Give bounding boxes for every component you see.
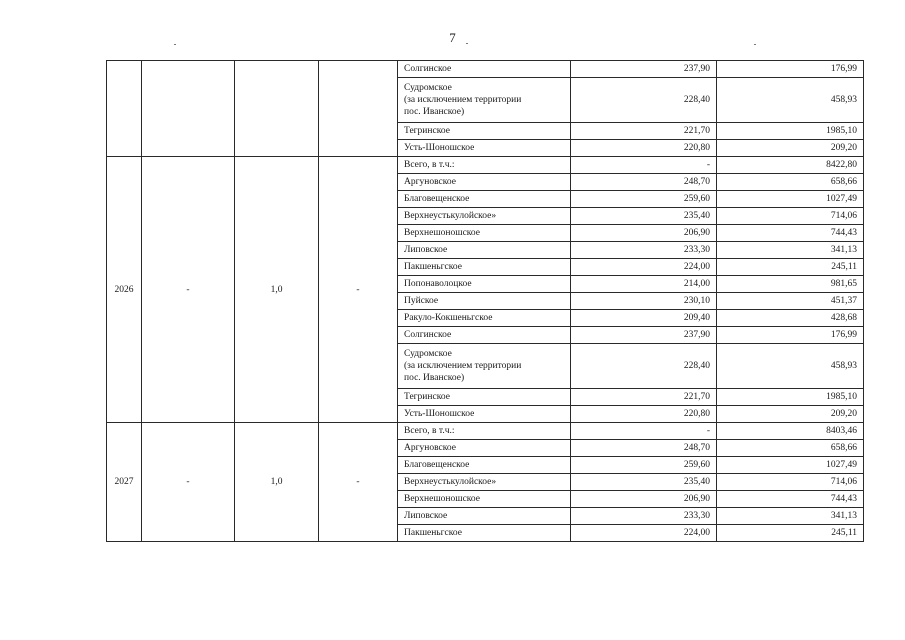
- col-a-cell: [142, 61, 235, 157]
- col-b-cell: [235, 61, 319, 157]
- value-1-cell: 224,00: [571, 525, 717, 542]
- page-number: 7: [449, 30, 456, 45]
- value-2-cell: 209,20: [717, 140, 864, 157]
- value-1-cell: 237,90: [571, 61, 717, 78]
- value-1-cell: 221,70: [571, 389, 717, 406]
- table-row: [107, 157, 864, 174]
- value-2-cell: 1985,10: [717, 389, 864, 406]
- value-2-cell: 714,06: [717, 474, 864, 491]
- table-row: [107, 61, 864, 78]
- settlement-name-cell: Пакшеньгское: [398, 525, 571, 542]
- settlement-name-cell: Тегринское: [398, 389, 571, 406]
- value-2-cell: 981,65: [717, 276, 864, 293]
- value-1-cell: 228,40: [571, 344, 717, 389]
- value-2-cell: 714,06: [717, 208, 864, 225]
- col-b-cell: 1,0: [235, 423, 319, 542]
- value-2-cell: 458,93: [717, 344, 864, 389]
- settlement-name-cell: Тегринское: [398, 123, 571, 140]
- settlement-name-cell: Пакшеньгское: [398, 259, 571, 276]
- value-1-cell: 235,40: [571, 474, 717, 491]
- settlement-name-cell: Аргуновское: [398, 174, 571, 191]
- value-1-cell: 235,40: [571, 208, 717, 225]
- value-1-cell: 214,00: [571, 276, 717, 293]
- value-1-cell: 224,00: [571, 259, 717, 276]
- settlement-name-cell: Благовещенское: [398, 457, 571, 474]
- value-1-cell: 221,70: [571, 123, 717, 140]
- value-1-cell: 206,90: [571, 225, 717, 242]
- value-2-cell: 1027,49: [717, 457, 864, 474]
- value-1-cell: 228,40: [571, 78, 717, 123]
- value-2-cell: 1027,49: [717, 191, 864, 208]
- value-2-cell: 451,37: [717, 293, 864, 310]
- col-a-cell: -: [142, 157, 235, 423]
- value-1-cell: 233,30: [571, 242, 717, 259]
- value-2-cell: 8403,46: [717, 423, 864, 440]
- settlement-name-cell: Судромское (за исключением территории пос. Иванское): [398, 78, 571, 123]
- settlement-name-cell: Всего, в т.ч.:: [398, 423, 571, 440]
- value-1-cell: 248,70: [571, 174, 717, 191]
- settlement-name-cell: Верхнешоношское: [398, 225, 571, 242]
- value-1-cell: 220,80: [571, 140, 717, 157]
- value-2-cell: 209,20: [717, 406, 864, 423]
- value-1-cell: 259,60: [571, 457, 717, 474]
- value-1-cell: 233,30: [571, 508, 717, 525]
- value-2-cell: 428,68: [717, 310, 864, 327]
- year-cell: 2027: [107, 423, 142, 542]
- value-2-cell: 8422,80: [717, 157, 864, 174]
- scan-speck: [174, 44, 176, 45]
- col-a-cell: -: [142, 423, 235, 542]
- value-1-cell: -: [571, 423, 717, 440]
- value-2-cell: 1985,10: [717, 123, 864, 140]
- value-1-cell: 237,90: [571, 327, 717, 344]
- settlement-name-cell: Судромское (за исключением территории пос. Иванское): [398, 344, 571, 389]
- settlement-name-cell: Усть-Шоношское: [398, 140, 571, 157]
- settlement-name-cell: Усть-Шоношское: [398, 406, 571, 423]
- table-row: [107, 423, 864, 440]
- value-2-cell: 341,13: [717, 508, 864, 525]
- settlement-name-cell: Всего, в т.ч.:: [398, 157, 571, 174]
- settlement-name-cell: Благовещенское: [398, 191, 571, 208]
- settlement-name-cell: Ракуло-Кокшеньгское: [398, 310, 571, 327]
- value-2-cell: 176,99: [717, 327, 864, 344]
- settlement-name-cell: Попонаволоцкое: [398, 276, 571, 293]
- value-1-cell: 206,90: [571, 491, 717, 508]
- value-1-cell: 209,40: [571, 310, 717, 327]
- value-1-cell: 230,10: [571, 293, 717, 310]
- value-1-cell: -: [571, 157, 717, 174]
- value-2-cell: 176,99: [717, 61, 864, 78]
- value-1-cell: 248,70: [571, 440, 717, 457]
- value-1-cell: 220,80: [571, 406, 717, 423]
- year-cell: [107, 61, 142, 157]
- value-2-cell: 458,93: [717, 78, 864, 123]
- scan-speck: [754, 44, 756, 45]
- col-c-cell: -: [319, 157, 398, 423]
- col-b-cell: 1,0: [235, 157, 319, 423]
- value-2-cell: 245,11: [717, 259, 864, 276]
- value-2-cell: 744,43: [717, 491, 864, 508]
- value-2-cell: 658,66: [717, 440, 864, 457]
- settlement-name-cell: Пуйское: [398, 293, 571, 310]
- value-2-cell: 245,11: [717, 525, 864, 542]
- col-c-cell: [319, 61, 398, 157]
- year-cell: 2026: [107, 157, 142, 423]
- data-table: [106, 60, 864, 542]
- col-c-cell: -: [319, 423, 398, 542]
- settlement-name-cell: Верхнеустькулойское»: [398, 474, 571, 491]
- value-1-cell: 259,60: [571, 191, 717, 208]
- scan-speck: [466, 43, 468, 44]
- settlement-name-cell: Верхнеустькулойское»: [398, 208, 571, 225]
- value-2-cell: 658,66: [717, 174, 864, 191]
- value-2-cell: 744,43: [717, 225, 864, 242]
- settlement-name-cell: Солгинское: [398, 327, 571, 344]
- settlement-name-cell: Липовское: [398, 242, 571, 259]
- settlement-name-cell: Верхнешоношское: [398, 491, 571, 508]
- value-2-cell: 341,13: [717, 242, 864, 259]
- settlement-name-cell: Липовское: [398, 508, 571, 525]
- settlement-name-cell: Аргуновское: [398, 440, 571, 457]
- settlement-name-cell: Солгинское: [398, 61, 571, 78]
